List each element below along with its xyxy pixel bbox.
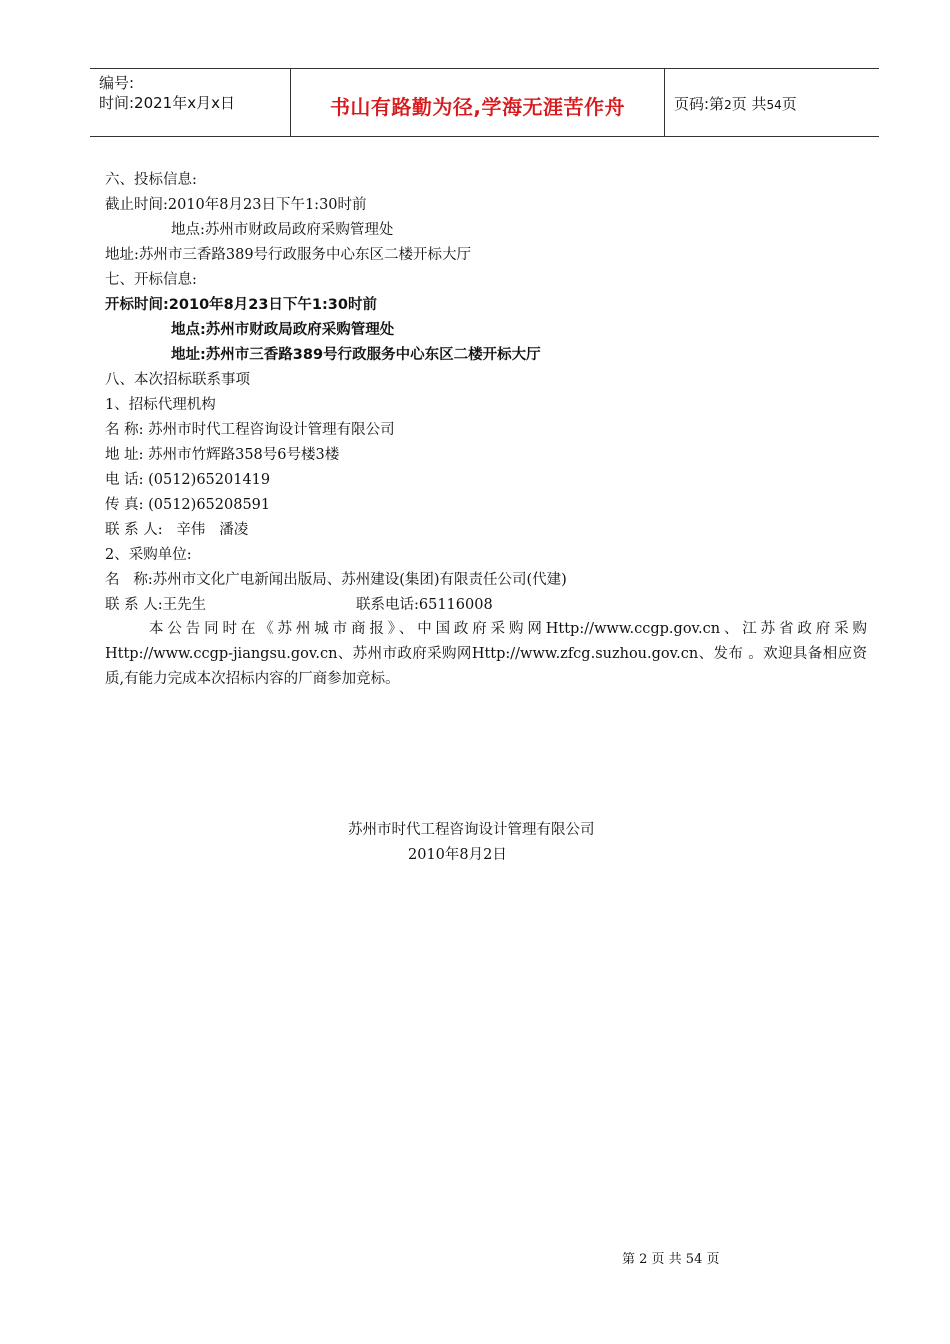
bid-place: 地点:苏州市财政局政府采购管理处 [171, 222, 394, 238]
time-label: 时间:2021年x月x日 [99, 94, 235, 112]
page-header [90, 68, 879, 137]
header-page-cell [664, 69, 879, 136]
agency-phone: 电 话: (0512)65201419 [105, 472, 271, 488]
page-footer: 第 2 页 共 54 页 [622, 1252, 720, 1267]
page-suffix: 页 [781, 95, 797, 113]
bid-address: 地址:苏州市三香路389号行政服务中心东区二楼开标大厅 [105, 247, 472, 263]
page-prefix: 页码:第 [674, 95, 725, 113]
header-motto-cell [290, 69, 665, 136]
agency-address: 地 址: 苏州市竹辉路358号6号楼3楼 [105, 447, 340, 463]
open-address: 地址:苏州市三香路389号行政服务中心东区二楼开标大厅 [171, 347, 541, 363]
contact-heading: 八、本次招标联系事项 [105, 372, 250, 388]
page-number [674, 93, 797, 114]
notice-paragraph: 本公告同时在《苏州城市商报》、中国政府采购网Http://www.ccgp.gov.cn、江苏省政府采购Http://www.ccgp-jiangsu.gov.cn、苏州市政府采购网Http://www.zfcg.suzhou.gov.cn、发布 。欢迎具备相应资质,有能力完成本次招标内容的厂商参加竞标。 [105, 621, 867, 687]
page-current: 2 [724, 98, 732, 112]
open-time: 开标时间:2010年8月23日下午1:30时前 [105, 297, 377, 313]
buyer-heading: 2、采购单位: [105, 547, 192, 563]
signature-company: 苏州市时代工程咨询设计管理有限公司 [348, 822, 595, 838]
motto: 书山有路勤为径,学海无涯苦作舟 [329, 95, 626, 119]
open-info-heading: 七、开标信息: [105, 272, 197, 288]
bid-deadline: 截止时间:2010年8月23日下午1:30时前 [105, 197, 367, 213]
agency-fax: 传 真: (0512)65208591 [105, 497, 271, 513]
buyer-contact: 联 系 人:王先生 [105, 597, 207, 613]
agency-name: 名 称: 苏州市时代工程咨询设计管理有限公司 [105, 422, 395, 438]
signature-date: 2010年8月2日 [408, 847, 507, 863]
number-label: 编号: [99, 74, 135, 92]
buyer-phone: 联系电话:65116008 [356, 597, 493, 613]
open-place: 地点:苏州市财政局政府采购管理处 [171, 322, 395, 338]
buyer-name: 名 称:苏州市文化广电新闻出版局、苏州建设(集团)有限责任公司(代建) [105, 572, 567, 588]
agency-contact: 联 系 人: 辛伟 潘凌 [105, 522, 249, 538]
page-total: 54 [766, 98, 782, 112]
page-middle: 页 共 [731, 95, 767, 113]
bid-info-heading: 六、投标信息: [105, 172, 197, 188]
agency-heading: 1、招标代理机构 [105, 397, 216, 413]
header-info-cell [90, 69, 290, 136]
